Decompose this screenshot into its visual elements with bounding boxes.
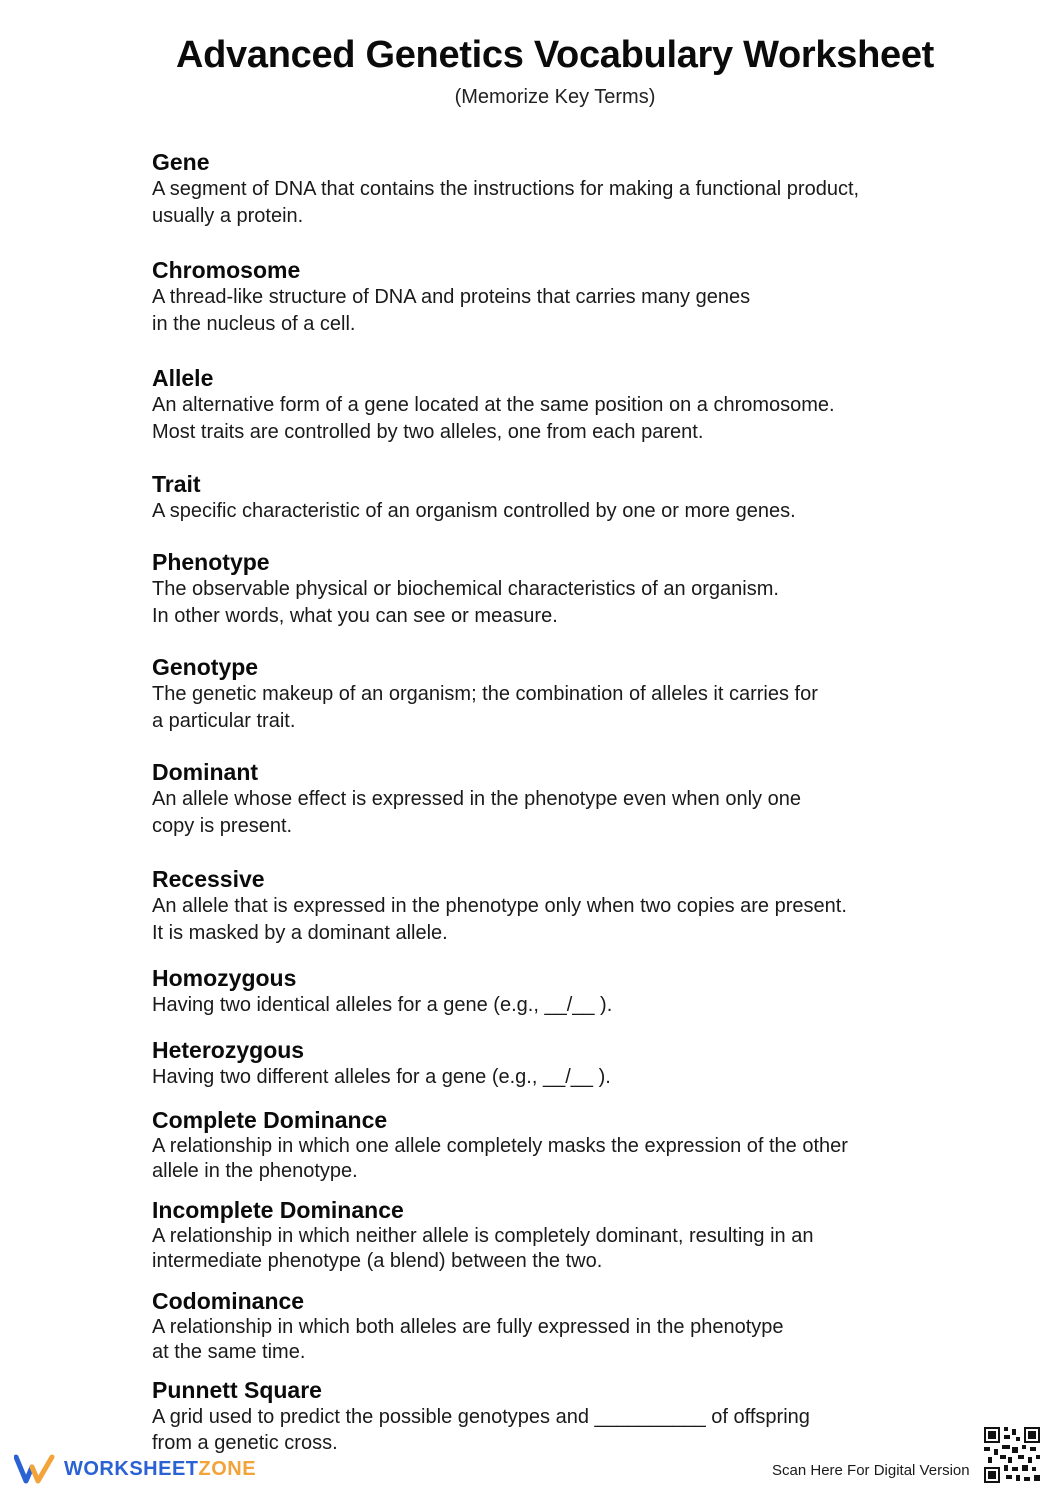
term-gene: [152, 148, 952, 230]
term-codominance: [152, 1287, 952, 1365]
term-definition-line: a particular trait.: [152, 710, 296, 732]
term-definition-line: An alternative form of a gene located at the same position on a chromosome.: [152, 394, 835, 416]
term-name: Gene: [152, 149, 210, 175]
term-complete-dominance: [152, 1106, 952, 1184]
term-trait: [152, 470, 952, 525]
term-definition-line: A specific characteristic of an organism controlled by one or more genes.: [152, 500, 796, 522]
term-definition-line: In other words, what you can see or measure.: [152, 605, 558, 627]
term-name: Allele: [152, 365, 214, 391]
term-definition-line: copy is present.: [152, 815, 293, 837]
term-definition-line: at the same time.: [152, 1341, 306, 1363]
term-name: Phenotype: [152, 549, 270, 575]
term-name: Heterozygous: [152, 1037, 305, 1063]
term-name: Dominant: [152, 759, 259, 785]
term-definition-line: usually a protein.: [152, 205, 304, 227]
term-definition-line: Having two different alleles for a gene (e.g., __/__ ).: [152, 1066, 611, 1088]
term-name: Punnett Square: [152, 1377, 322, 1403]
term-definition-line: Most traits are controlled by two alleles, one from each parent.: [152, 421, 704, 443]
term-name: Trait: [152, 471, 201, 497]
term-name: Incomplete Dominance: [152, 1197, 404, 1223]
term-name: Genotype: [152, 654, 259, 680]
page-subtitle: (Memorize Key Terms): [454, 86, 656, 108]
term-definition-line: It is masked by a dominant allele.: [152, 922, 448, 944]
worksheetzone-logo: [14, 1452, 256, 1486]
term-definition-line: An allele that is expressed in the phenotype only when two copies are present.: [152, 895, 847, 917]
term-definition-line: allele in the phenotype.: [152, 1160, 358, 1182]
term-dominant: [152, 758, 952, 840]
page-title: Advanced Genetics Vocabulary Worksheet: [175, 34, 935, 76]
term-allele: [152, 364, 952, 446]
brand-part-zone: ZONE: [198, 1457, 257, 1480]
term-heterozygous: [152, 1036, 952, 1091]
term-definition-line: A relationship in which both alleles are fully expressed in the phenotype: [152, 1316, 784, 1338]
term-incomplete-dominance: [152, 1196, 952, 1274]
term-definition-line: A grid used to predict the possible genotypes and __________ of offspring: [152, 1406, 810, 1428]
term-definition-line: A segment of DNA that contains the instructions for making a functional product,: [152, 178, 860, 200]
term-definition-line: The observable physical or biochemical characteristics of an organism.: [152, 578, 779, 600]
term-definition-line: intermediate phenotype (a blend) between the two.: [152, 1250, 603, 1272]
term-name: Codominance: [152, 1288, 305, 1314]
term-definition-line: from a genetic cross.: [152, 1432, 338, 1454]
term-recessive: [152, 865, 952, 947]
term-name: Chromosome: [152, 257, 301, 283]
term-name: Homozygous: [152, 965, 297, 991]
term-genotype: [152, 653, 952, 735]
term-name: Recessive: [152, 866, 265, 892]
term-punnett-square: [152, 1376, 952, 1456]
term-phenotype: [152, 548, 952, 630]
worksheetzone-logo-icon: [14, 1453, 56, 1485]
term-definition-line: The genetic makeup of an organism; the combination of alleles it carries for: [152, 683, 818, 705]
term-chromosome: [152, 256, 952, 338]
term-definition-line: A thread-like structure of DNA and proteins that carries many genes: [152, 286, 751, 308]
term-definition-line: A relationship in which neither allele is completely dominant, resulting in an: [152, 1225, 814, 1247]
term-definition-line: An allele whose effect is expressed in the phenotype even when only one: [152, 788, 801, 810]
term-name: Complete Dominance: [152, 1107, 388, 1133]
term-definition-line: Having two identical alleles for a gene (e.g., __/__ ).: [152, 994, 613, 1016]
term-definition-line: A relationship in which one allele completely masks the expression of the other: [152, 1135, 848, 1157]
scan-instruction: Scan Here For Digital Version: [772, 1462, 970, 1479]
brand-name: [64, 1458, 256, 1481]
term-definition-line: in the nucleus of a cell.: [152, 313, 356, 335]
term-homozygous: [152, 964, 952, 1019]
qr-code-icon[interactable]: [984, 1427, 1040, 1483]
brand-part-worksheet: WORKSHEET: [64, 1457, 199, 1480]
